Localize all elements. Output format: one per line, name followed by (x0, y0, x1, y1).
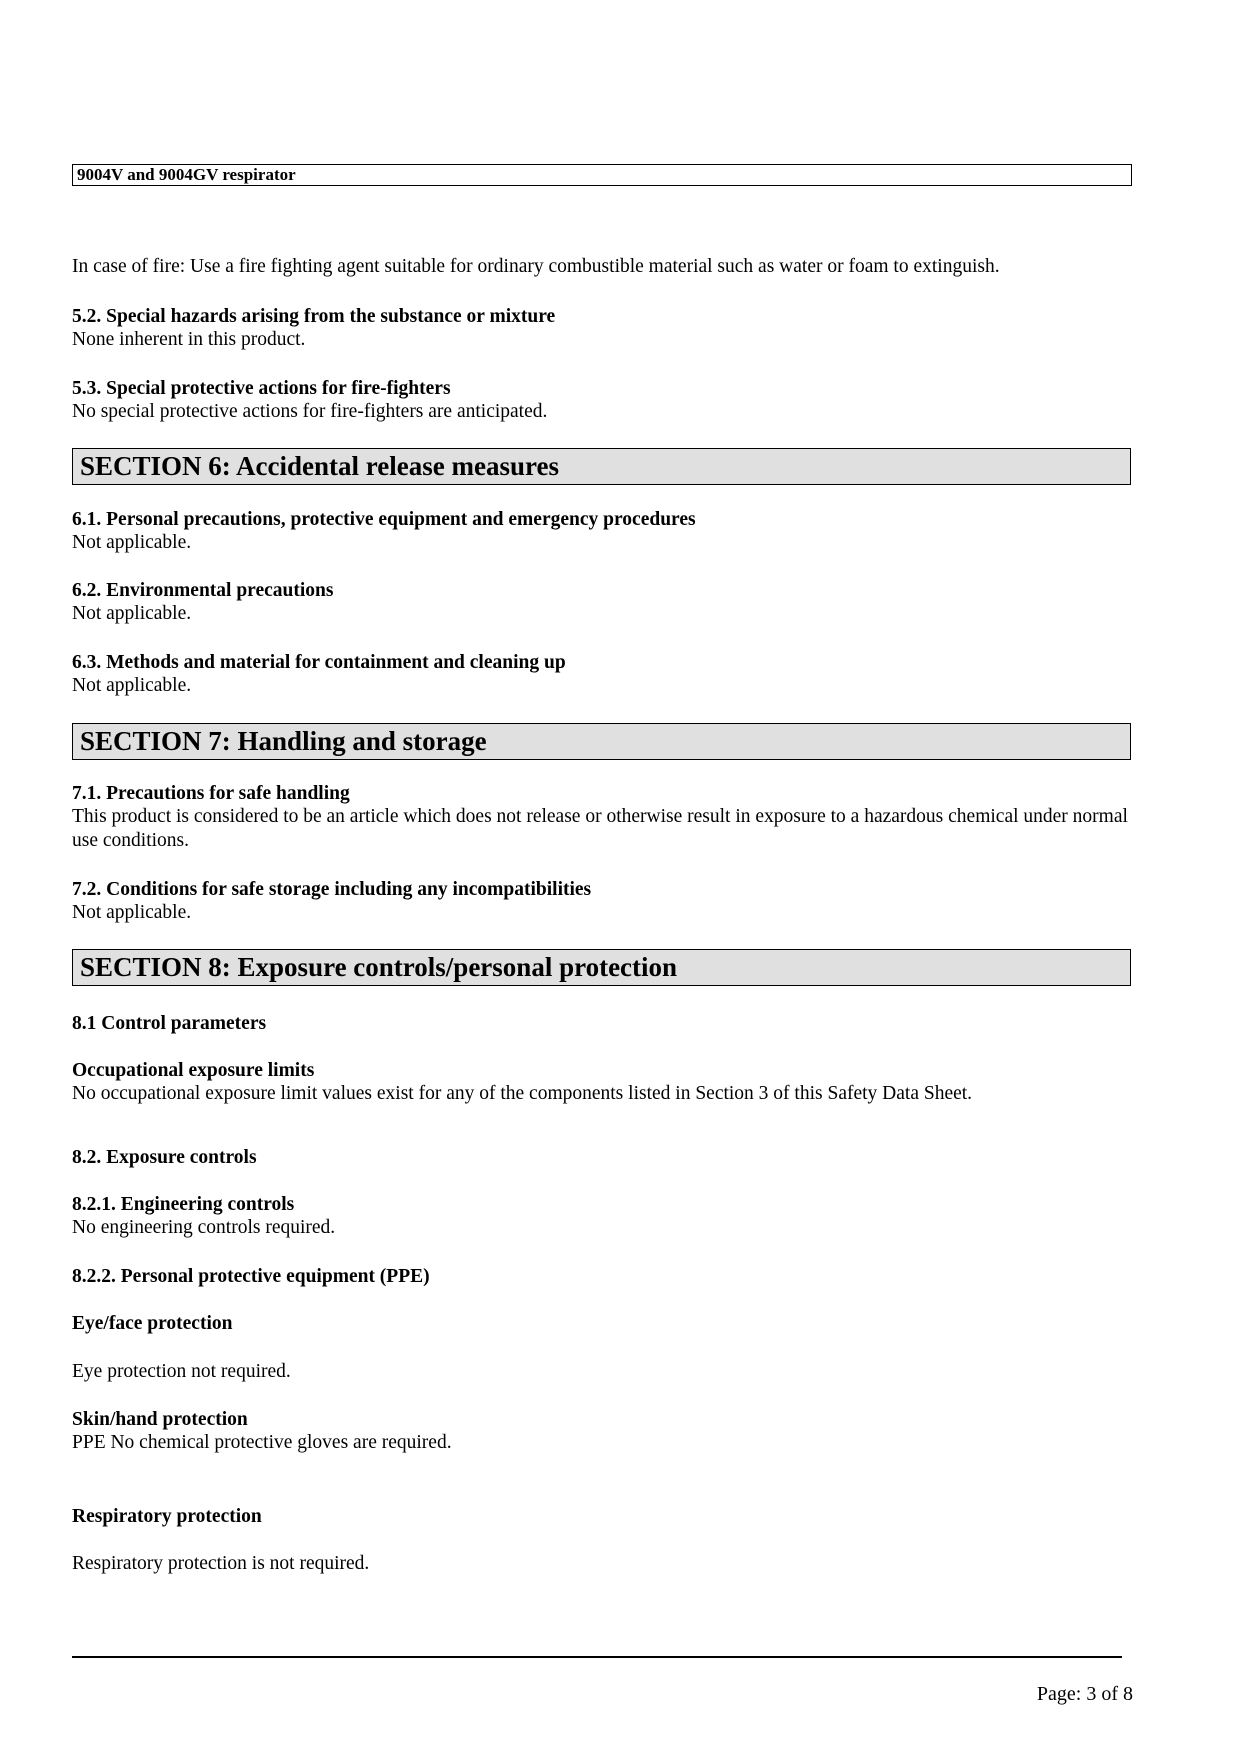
section-8-heading: SECTION 8: Exposure controls/personal protection (72, 949, 1131, 986)
subsection-8-1-title: 8.1 Control parameters (72, 1013, 267, 1034)
oel-title: Occupational exposure limits (72, 1060, 315, 1081)
subsection-8-2-1-text: No engineering controls required. (72, 1217, 336, 1238)
subsection-6-1-text: Not applicable. (72, 532, 192, 553)
skin-protection-text: PPE No chemical protective gloves are required. (72, 1432, 452, 1453)
subsection-8-2-2-title: 8.2.2. Personal protective equipment (PPE) (72, 1266, 430, 1287)
page-number: Page: 3 of 8 (1036, 1683, 1133, 1705)
eye-protection-text: Eye protection not required. (72, 1361, 291, 1382)
subsection-6-3-title: 6.3. Methods and material for containment and cleaning up (72, 652, 566, 673)
subsection-7-1-text: This product is considered to be an article which does not release or otherwise result in exposure to a hazardous chemical under normal use conditions. (72, 806, 1128, 851)
subsection-5-2-text: None inherent in this product. (72, 329, 306, 350)
section-7-heading: SECTION 7: Handling and storage (72, 723, 1131, 760)
subsection-8-2-title: 8.2. Exposure controls (72, 1147, 257, 1168)
respiratory-protection-title: Respiratory protection (72, 1506, 262, 1527)
document-header-product: 9004V and 9004GV respirator (72, 164, 1132, 186)
subsection-6-2-text: Not applicable. (72, 603, 192, 624)
respiratory-protection-text: Respiratory protection is not required. (72, 1553, 370, 1574)
subsection-5-2-title: 5.2. Special hazards arising from the substance or mixture (72, 306, 556, 327)
subsection-7-2-text: Not applicable. (72, 902, 192, 923)
section-6-heading: SECTION 6: Accidental release measures (72, 448, 1131, 485)
fire-intro-text: In case of fire: Use a fire fighting agent suitable for ordinary combustible material such as water or foam to extinguish. (72, 256, 1000, 277)
subsection-8-2-1-title: 8.2.1. Engineering controls (72, 1194, 295, 1215)
subsection-7-1-title: 7.1. Precautions for safe handling (72, 783, 350, 804)
subsection-5-3-title: 5.3. Special protective actions for fire-fighters (72, 378, 451, 399)
eye-protection-title: Eye/face protection (72, 1313, 233, 1334)
oel-text: No occupational exposure limit values exist for any of the components listed in Section 3 of this Safety Data Sheet. (72, 1083, 973, 1104)
subsection-6-2-title: 6.2. Environmental precautions (72, 580, 334, 601)
subsection-7-2-title: 7.2. Conditions for safe storage including any incompatibilities (72, 879, 592, 900)
footer-rule (72, 1656, 1122, 1658)
subsection-6-1-title: 6.1. Personal precautions, protective equipment and emergency procedures (72, 509, 696, 530)
skin-protection-title: Skin/hand protection (72, 1409, 248, 1430)
subsection-6-3-text: Not applicable. (72, 675, 192, 696)
subsection-5-3-text: No special protective actions for fire-fighters are anticipated. (72, 401, 548, 422)
